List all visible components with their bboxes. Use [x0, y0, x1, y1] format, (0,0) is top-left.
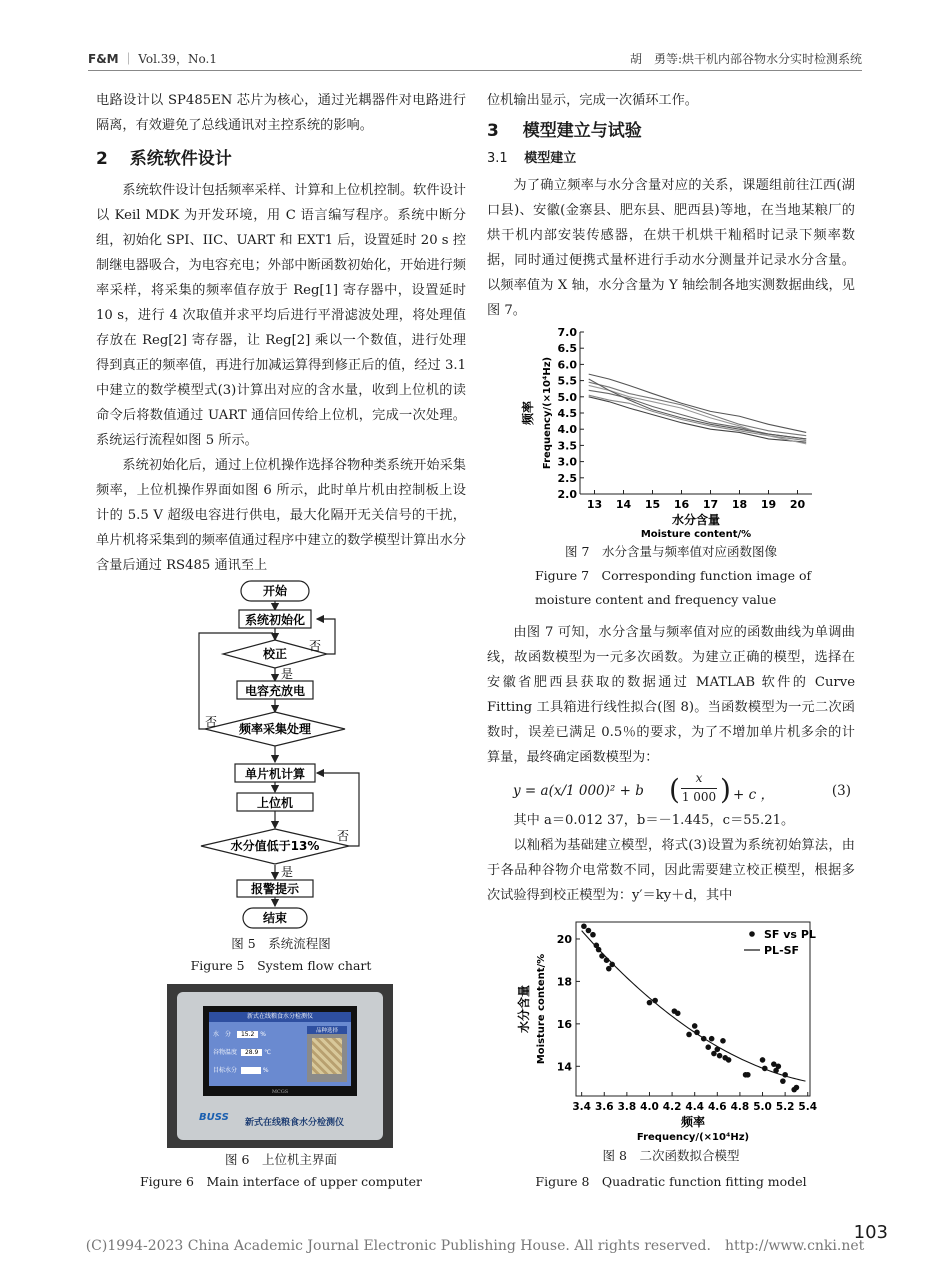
device-housing	[177, 992, 383, 1140]
data-point	[762, 1066, 768, 1072]
y-tick-label: 4.0	[557, 423, 577, 437]
screen-title: 新式在线粮食水分检测仪	[209, 1012, 351, 1022]
y-axis-label-cn: 水分含量	[517, 984, 531, 1034]
series-line-2	[589, 382, 807, 435]
page-number: 103	[853, 1222, 888, 1243]
data-point	[586, 928, 592, 934]
eq-frac-bar	[681, 788, 717, 789]
data-point	[715, 1047, 721, 1053]
x-tick-label: 4.8	[730, 1101, 750, 1113]
flow-init: 系统初始化	[244, 613, 306, 627]
right-paragraph-3: 其中 a＝0.012 37，b＝－1.445，c＝55.21。	[513, 813, 795, 828]
data-point	[745, 1072, 751, 1078]
x-tick-label: 3.8	[617, 1101, 637, 1113]
data-point	[692, 1023, 698, 1029]
flow-mcu: 单片机计算	[244, 767, 306, 781]
fig7-caption-cn: 图 7 水分含量与频率值对应函数图像	[565, 544, 777, 559]
x-tick-label: 17	[702, 498, 719, 511]
left-paragraph-1: 系统软件设计包括频率采样、计算和上位机控制。软件设计以 Keil MDK 为开发环境，用 C 语言编写程序。系统中断分组，初始化 SPI、IIC、UART 和 EXT1 后，设置延时 20 s 控制继电器吸合，为电容充电；外部中断函数初始化，开始进行频率采样，将采集的频率值存放于 Reg[1] 寄存器中，设置延时 10 s，进行 4 次取值并求平均后进行平滑滤波处理，将处理值存放在 Reg[2] 寄存器，让 Reg[2] 乘以一个数值，进行处理得到真正的频率值，再进行加减运算得到修正后的值，经过 3.1 中建立的数学模型式(3)计算出对应的含水量，收到上位机的读命令后将数值通过 UART 通信回传给上位机，完成一次处理。系统运行流程如图 5 所示。	[96, 183, 466, 448]
y-axis-label-en: Frequency/(×10⁴Hz)	[542, 356, 553, 470]
data-point	[686, 1032, 692, 1038]
x-tick-label: 19	[760, 498, 777, 511]
x-tick-label: 5.2	[775, 1101, 795, 1113]
y-tick-label: 18	[556, 975, 572, 989]
copyright-footer: (C)1994-2023 China Academic Journal Electronic Publishing House. All rights reserved. http://www.cnki.net	[85, 1238, 865, 1254]
eq-frac-den: 1 000	[681, 790, 717, 804]
legend-label-points: SF vs PL	[764, 928, 816, 941]
y-tick-label: 4.5	[557, 407, 577, 420]
flowchart	[195, 578, 375, 930]
y-tick-label: 5.0	[557, 390, 577, 404]
running-head-left: F&M ｜ Vol.39，No.1	[88, 52, 217, 66]
data-point	[609, 962, 615, 968]
fig8-chart	[510, 912, 840, 1144]
y-tick-label: 20	[556, 932, 572, 946]
y-tick-label: 2.0	[557, 488, 577, 501]
x-tick-label: 16	[673, 498, 690, 511]
data-point	[709, 1036, 715, 1042]
flow-host: 上位机	[256, 796, 294, 810]
x-tick-label: 18	[731, 498, 748, 511]
screen-brand: MCGS	[271, 1089, 289, 1095]
data-point	[581, 923, 587, 929]
screen-readouts	[213, 1026, 301, 1080]
eq-lparen: (	[669, 773, 680, 806]
data-point	[705, 1044, 711, 1050]
temp-row: 谷物温度 28.9 ℃	[213, 1049, 271, 1056]
data-point	[596, 947, 602, 953]
data-point	[604, 957, 610, 963]
y-tick-label: 2.5	[557, 471, 577, 485]
right-column-bottom	[487, 808, 855, 908]
flow-end: 结束	[262, 911, 288, 925]
x-tick-label: 5.4	[798, 1101, 818, 1113]
screen-bezel	[203, 1006, 357, 1096]
data-point	[726, 1057, 732, 1063]
data-point	[776, 1063, 782, 1069]
fig5-caption-en: Figure 5 System flow chart	[190, 958, 372, 973]
data-point	[694, 1030, 700, 1036]
journal-volume: Vol.39，No.1	[138, 52, 217, 66]
right-paragraph-2: 由图 7 可知，水分含量与频率值对应的函数曲线为单调曲线，故函数模型为一元多次函数。为建立正确的模型，选择在安徽省肥西县获取的数据通过 MATLAB 软件的 Curve Fitting 工具箱进行线性拟合(图 8)。当函数模型为一元二次函数时，误差已满足 0.5％的要求，为了不增加单片机多余的计算量，最终确定函数模型为：	[487, 625, 855, 765]
y-tick-label: 3.5	[557, 439, 577, 453]
data-point	[590, 932, 596, 938]
data-point	[701, 1036, 707, 1042]
device-logo: BUSS	[199, 1112, 229, 1123]
y-tick-label: 5.5	[557, 374, 577, 388]
y-tick-label: 6.5	[557, 342, 577, 356]
data-point	[652, 998, 658, 1004]
eq-tail: + c ，	[733, 787, 774, 803]
left-paragraph-2: 系统初始化后，通过上位机操作选择谷物种类系统开始采集频率，上位机操作界面如图 6 所示，此时单片机由控制板上设计的 5.5 V 超级电容进行供电，最大化隔开无关信号的干扰，单片机将采集到的频率值通过程序中建立的数学模型计算出水分含量后通过 RS485 通讯至上	[96, 458, 466, 573]
data-point	[599, 953, 605, 959]
running-head-right: 胡 勇等:烘干机内部谷物水分实时检测系统	[629, 52, 862, 66]
right-column-mid	[487, 620, 855, 770]
right-column-top	[487, 88, 855, 323]
flow-start: 开始	[262, 584, 288, 598]
flow-calibrate: 校正	[262, 647, 288, 661]
fig7-caption-en: Figure 7 Corresponding function image of moisture content and frequency value	[535, 568, 812, 607]
data-point	[675, 1010, 681, 1016]
x-tick-label: 4.0	[640, 1101, 659, 1113]
data-point	[647, 1000, 653, 1006]
y-tick-label: 6.0	[557, 358, 577, 372]
flow-capacitor: 电容充放电	[244, 684, 306, 698]
flow-frequency: 频率采集处理	[238, 722, 312, 736]
x-tick-label: 5.0	[753, 1101, 772, 1113]
eq-rparen: )	[720, 773, 731, 806]
y-tick-label: 14	[556, 1060, 572, 1074]
x-tick-label: 20	[789, 498, 806, 511]
section-heading-3: 3 模型建立与试验	[487, 121, 642, 141]
flow-alarm: 报警提示	[250, 882, 300, 896]
series-line-7	[589, 379, 807, 439]
screen	[209, 1012, 351, 1086]
data-point	[794, 1085, 800, 1091]
x-tick-label: 4.4	[685, 1101, 705, 1113]
fig7-chart	[510, 322, 830, 542]
temp-value: 28.9	[241, 1049, 262, 1056]
data-point	[760, 1057, 766, 1063]
series-line-1	[589, 374, 807, 432]
data-point	[780, 1078, 786, 1084]
eq-frac-num: x	[695, 771, 703, 785]
header-rule	[88, 70, 862, 71]
series-line-4	[589, 395, 807, 440]
grain-image	[312, 1038, 342, 1074]
x-axis-label-cn: 频率	[680, 1115, 706, 1129]
right-paragraph-4: 以籼稻为基础建立模型，将式(3)设置为系统初始算法，由于各品种谷物介电常数不同，因此需要建立校正模型，根据多次试验得到校正模型为：y′＝ky＋d，其中	[487, 838, 855, 903]
moisture-row: 水 分 15.2 %	[213, 1031, 266, 1038]
data-point	[720, 1038, 726, 1044]
flow-no-1: 否	[308, 639, 322, 653]
x-tick-label: 4.6	[707, 1101, 727, 1113]
device-photo	[167, 984, 393, 1148]
section-number: 2	[96, 149, 108, 169]
fig8-caption-en: Figure 8 Quadratic function fitting model	[535, 1174, 807, 1189]
x-tick-label: 3.6	[594, 1101, 614, 1113]
left-paragraph-0: 电路设计以 SP485EN 芯片为核心，通过光耦器件对电路进行隔离，有效避免了总线通讯对主控系统的影响。	[96, 93, 466, 133]
flow-yes-3: 是	[280, 865, 294, 879]
y-axis-label-en: Moisture content/%	[536, 953, 547, 1065]
flow-no-3: 否	[336, 829, 350, 843]
equation-3	[513, 771, 853, 811]
y-axis-label-cn: 频率	[521, 400, 535, 426]
x-axis-label-en: Frequency/(×10⁴Hz)	[636, 1132, 750, 1143]
section-title: 系统软件设计	[129, 149, 232, 169]
y-tick-label: 16	[556, 1017, 572, 1031]
fig6-caption-en: Figure 6 Main interface of upper computer	[139, 1174, 423, 1189]
section-heading-2	[96, 147, 466, 172]
subsection-heading-3-1: 3.1 模型建立	[487, 151, 577, 166]
eq-lhs: y = a(x/1 000)² + b	[513, 783, 644, 799]
flow-yes-1: 是	[280, 667, 294, 681]
data-point	[782, 1072, 788, 1078]
y-tick-label: 3.0	[557, 455, 577, 469]
device-name: 新式在线粮食水分检测仪	[245, 1118, 345, 1128]
x-axis-label-en: Moisture content/%	[640, 529, 752, 540]
fig5-caption-cn: 图 5 系统流程图	[231, 936, 331, 951]
right-paragraph-1: 为了确立频率与水分含量对应的关系，课题组前往江西(湖口县)、安徽(金寨县、肥东县、肥西县)等地，在当地某粮厂的烘干机内部安装传感器，在烘干机烘干籼稻时记录下频率数据，同时通过便携式量杯进行手动水分测量并记录水分含量。以频率值为 X 轴，水分含量为 Y 轴绘制各地实测数据曲线，见图 7。	[487, 178, 855, 318]
x-tick-label: 3.4	[572, 1101, 591, 1113]
x-axis-label-cn: 水分含量	[671, 513, 721, 527]
y-tick-label: 7.0	[557, 326, 577, 339]
flow-moisture-check: 水分值低于13%	[230, 839, 320, 853]
fig8-caption-cn: 图 8 二次函数拟合模型	[602, 1148, 740, 1163]
x-tick-label: 15	[644, 498, 661, 511]
moisture-value: 15.2	[237, 1031, 258, 1038]
target-row: 目标水分 %	[213, 1067, 269, 1074]
legend-label-fit: PL-SF	[764, 944, 800, 957]
target-input[interactable]	[241, 1067, 261, 1074]
x-tick-label: 14	[615, 498, 632, 511]
data-point	[717, 1053, 723, 1059]
x-tick-label: 13	[586, 498, 603, 511]
right-paragraph-0: 位机输出显示，完成一次循环工作。	[487, 93, 698, 108]
left-column-top	[96, 88, 466, 578]
variety-select[interactable]: 品种选择	[307, 1026, 347, 1082]
journal-logo: F&M	[88, 52, 119, 66]
x-tick-label: 4.2	[662, 1101, 682, 1113]
fig6-caption-cn: 图 6 上位机主界面	[225, 1152, 337, 1167]
legend-marker-points	[749, 931, 755, 937]
flow-no-2: 否	[204, 715, 218, 729]
eq-number: (3)	[831, 783, 851, 799]
